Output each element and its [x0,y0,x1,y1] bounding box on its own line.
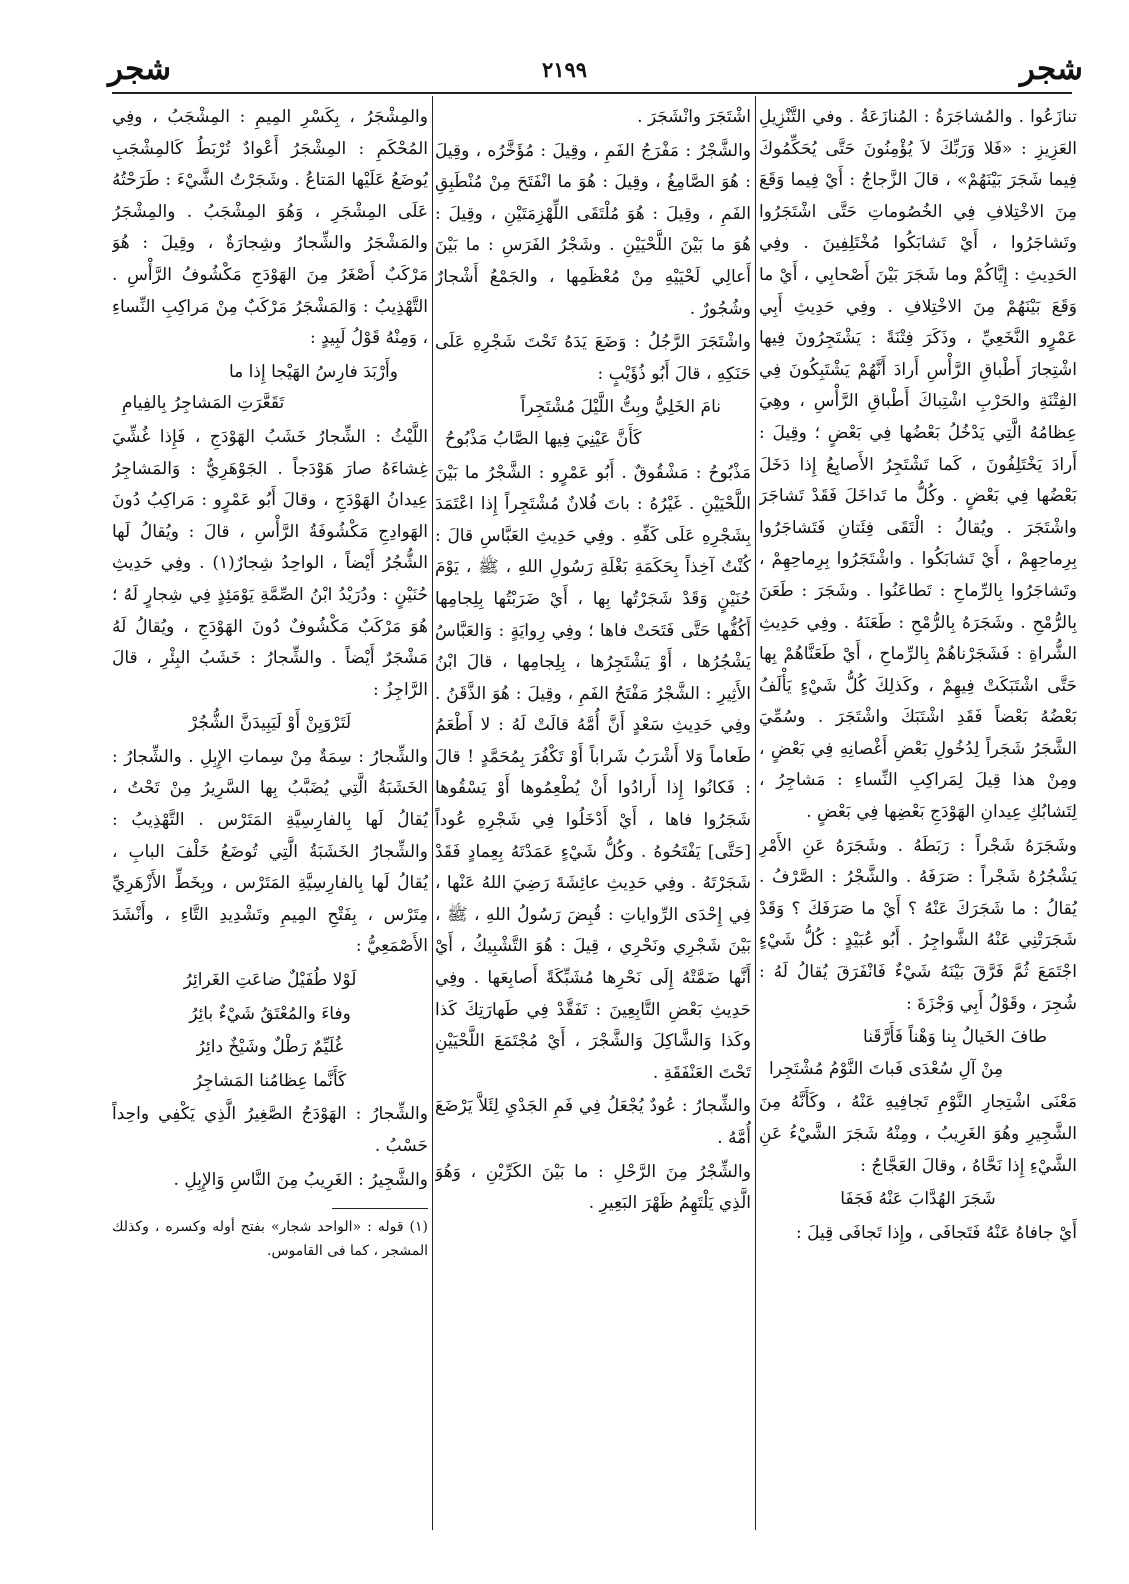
paragraph: أَيْ جافاهُ عَنْهُ فَتَجافَى ، وإِذا تَجافَى قِيلَ : [795,1222,1077,1243]
paragraph: والمِشْجَرُ ، بِكَسْرِ المِيمِ : المِشْجَبُ ، وفِي المُحْكَمِ : المِشْجَرُ أَعْوادٌ تُرْبَطُ كَالمِشْجَبِ يُوضَعُ عَلَيْها المَتاعُ . وشَجَرْتُ الشَّيْءَ : طَرَحْتُهُ عَلَى المِشْجَرِ ، وَهُوَ المِشْجَبُ . والمِشْجَرُ والمَشْجَرُ والشِّجارُ وشِجارَةٌ ، وقِيلَ : هُوَ مَرْكَبٌ أَصْغَرُ مِنَ الهَوْدَجِ مَكْشُوفُ الرَّأْسِ . التَّهْذِيبُ : وَالمَشْجَرُ مَرْكَبٌ مِنْ مَراكِبِ النِّساءِ ، وَمِنْهُ قَوْلُ لَبِيدٍ : [112,107,428,349]
column-divider-right [755,96,756,1530]
text-column-right [759,102,1077,1542]
verse-hemistich-first: نامَ الخَلِيُّ وبِتُّ اللَّيْلَ مُشْتَجِراً [520,397,721,418]
text-column-middle [435,102,751,1542]
text-column-left [112,102,428,1542]
paragraph: والشَّجْرُ : مَفْرَجُ الفَمِ ، وقِيلَ : مُؤَخَّرُه ، وقِيلَ : هُوَ الصَّامِغُ ، وقِيلَ : هُوَ ما انْفَتَحَ مِنْ مُنْطَبِقِ الفَمِ ، وقِيلَ : هُوَ مُلْتَقَى اللِّهْزِمَتَيْنِ ، وقِيلَ : هُوَ ما بَيْنَ اللَّحْيَيْنِ . وشَجْرُ الفَرَسِ : ما بَيْنَ أَعالِي لَحْيَيْهِ مِنْ مُعْظَمِها ، والجَمْعُ أَشْجارٌ وشُجُورٌ . [435,140,751,319]
paragraph: مَعْنَى اشْتِجارِ النَّوْمِ تَجافِيهِ عَنْهُ ، وكَأَنَّهُ مِنَ الشَّجِيرِ وهُوَ الغَرِيبُ ، ومِنْهُ شَجَرَ الشَّيْءُ عَنِ الشَّيْءِ إِذا نَحَّاهُ ، وقالَ العَجَّاجُ : [759,1092,1077,1176]
paragraph: تنازَعُوا . والمُشاجَرَةُ : المُنازَعَةُ . وفي التَّنْزِيلِ العَزِيزِ : «فَلا وَرَبِّكَ لاَ يُؤْمِنُونَ حَتَّى يُحَكِّمُوكَ فِيما شَجَرَ بَيْنَهُمْ» ، قالَ الزَّجاجُ : أَيْ فِيما وَقَعَ مِنَ الاخْتِلافِ فِي الخُصُوماتِ حَتَّى اشْتَجَرُوا وتَشاجَرُوا ، أَيْ تَشابَكُوا مُخْتَلِفِينَ . وفِي الحَدِيثِ : إِيَّاكُمْ وما شَجَرَ بَيْنَ أَصْحابِي ، أَيْ ما وَقَعَ بَيْنَهُمْ مِنَ الاخْتِلافِ . وفِي حَدِيثِ أَبِي عَمْرٍو النَّخَعِيِّ ، وذَكَرَ فِتْنَةً : يَشْتَجِرُونَ فِيها اشْتِجارَ أَطْباقِ الرَّأْسِ أَرادَ أَنَّهُمْ يَشْتَبِكُونَ فِي الفِتْنَةِ والحَرْبِ اشْتِباكَ أَطْباقِ الرَّأْسِ ، وهِيَ عِظامُهُ الَّتِي يَدْخُلُ بَعْضُها فِي بَعْضٍ ؛ وقِيلَ : أَرادَ يَخْتَلِفُونَ ، كَما تَشْتَجِرُ الأَصابِعُ إِذا دَخَلَ بَعْضُها فِي بَعْضٍ . وكُلُّ ما تَداخَلَ فَقَدْ تَشاجَرَ واشْتَجَرَ . ويُقالُ : الْتَقَى فِئَتانِ فَتَشاجَرُوا بِرِماحِهِمْ ، أَيْ تَشابَكُوا . واشْتَجَرُوا بِرِماحِهِمْ ، وتَشاجَرُوا بِالرِّماحِ : تَطاعَنُوا . وشَجَرَ : طَعَنَ بِالرُّمْحِ . وشَجَرَهُ بِالرُّمْحِ : طَعَنَهُ . وفِي حَدِيثِ الشُّراةِ : فَشَجَرْناهُمْ بِالرِّماحِ ، أَيْ طَعَنَّاهُمْ بِها حَتَّى اشْتَبَكَتْ فِيهِمْ ، وكَذلِكَ كُلُّ شَيْءٍ يَأْلَفُ بَعْضُهُ بَعْضاً فَقَدِ اشْتَبَكَ واشْتَجَرَ . وسُمِّيَ الشَّجَرُ شَجَراً لِدُخُولِ بَعْضِ أَغْصانِهِ فِي بَعْضٍ ، ومِنْ هذا قِيلَ لِمَراكِبِ النِّساءِ : مَشاجِرُ ، لِتَشابُكِ عِيدانِ الهَوْدَجِ بَعْضِها فِي بَعْضٍ . [759,107,1077,823]
paragraph: والشِّجارُ : الهَوْدَجُ الصَّغِيرُ الَّذِي يَكْفِي واحِداً حَسْبُ . [112,1104,428,1156]
paragraph: مَذْبُوحُ : مَشْقُوقٌ . أَبُو عَمْرٍو : الشَّجْرُ ما بَيْنَ اللَّحْيَيْنِ . غَيْرُهُ : باتَ فُلانٌ مُشْتَجِراً إِذا اعْتَمَدَ بِشَجْرِهِ عَلَى كَفِّهِ . وفِي حَدِيثِ العَبَّاسِ قالَ : كُنْتُ آخِذاً بِحَكَمَةِ بَغْلَةِ رَسُولِ اللهِ ، ﷺ ، يَوْمَ حُنَيْنٍ وَقَدْ شَجَرْتُها بِها ، أَيْ ضَرَبْتُها بِلِجامِها أَكُفُّها حَتَّى فَتَحَتْ فاها ؛ وفِي رِوايَةٍ : وَالعَبَّاسُ يَشْجُرُها ، أَوْ يَشْتَجِرُها ، بِلِجامِها ، قالَ ابْنُ الأَثِيرِ : الشَّجْرُ مَفْتَحُ الفَمِ ، وقِيلَ : هُوَ الذَّقَنُ . وفِي حَدِيثِ سَعْدٍ أَنَّ أُمَّهُ قالَتْ لَهُ : لا أَطْعَمُ طَعاماً وَلا أَشْرَبُ شَراباً أَوْ تَكْفُرَ بِمُحَمَّدٍ ! قالَ : فَكانُوا إِذا أَرادُوا أَنْ يُطْعِمُوها أَوْ يَسْقُوها شَجَرُوا فاها ، أَيْ أَدْخَلُوا فِي شَجْرِهِ عُوداً [حَتَّى] يَفْتَحُوهُ . وكُلُّ شَيْءٍ عَمَدْتَهُ بِعِمادٍ فَقَدْ شَجَرْتَهُ . وفِي حَدِيثِ عائِشَةَ رَضِيَ اللهُ عَنْها ، فِي إِحْدَى الرِّواياتِ : قُبِضَ رَسُولُ اللهِ ، ﷺ ، بَيْنَ شَجْرِي ونَحْرِي ، قِيلَ : هُوَ التَّشْبِيكُ ، أَيْ أَنَّها ضَمَّتْهُ إِلَى نَحْرِها مُشَبِّكَةً أَصابِعَها . وفِي حَدِيثِ بَعْضِ التَّابِعِينَ : تَفَقَّدْ فِي طَهارَتِكَ كَذا وكَذا وَالشَّاكِلَ وَالشَّجْرَ ، أَيْ مُجْتَمَعَ اللَّحْيَيْنِ تَحْتَ العَنْفَقَةِ . [435,462,751,1083]
verse [112,357,428,420]
header-rule [112,92,1072,94]
paragraph: والشِّجارُ : عُودٌ يُجْعَلُ فِي فَمِ الجَدْيِ لِئَلاَّ يَرْضَعَ أُمَّهُ . [435,1096,751,1148]
page-number: ٢١٩٩ [541,57,588,82]
column-divider-left [432,96,433,1530]
paragraph: اللَّيْثُ : الشِّجارُ خَشَبُ الهَوْدَجِ ، فَإِذا غُشِّيَ غِشاءَهُ صارَ هَوْدَجاً . الجَوْهَرِيُّ : وَالمَشاجِرُ عِيدانُ الهَوْدَجِ ، وقالَ أَبُو عَمْرٍو : مَراكِبُ دُونَ الهَوادِجِ مَكْشُوفَةُ الرَّأْسِ ، قالَ : ويُقالُ لَها الشُّجُرُ أَيْضاً ، الواحِدُ شِجارٌ(١) . وفِي حَدِيثِ حُنَيْنٍ : ودُرَيْدُ ابْنُ الصِّمَّةِ يَوْمَئِذٍ فِي شِجارٍ لَهُ ؛ هُوَ مَرْكَبٌ مَكْشُوفٌ دُونَ الهَوْدَجِ ، ويُقالُ لَهُ مَشْجَرٌ أَيْضاً . والشِّجارُ : خَشَبُ البِئْرِ ، قالَ الرَّاجِزُ : [112,426,428,700]
poem-line: غُلَيِّمٌ رَطْلٌ وشَيْخٌ دائِرُ [196,1037,344,1058]
paragraph: والشِّجْرُ مِنَ الرَّحْلِ : ما بَيْنَ الكَرِّيْنِ ، وَهُوَ الَّذِي يَلْتَهِمُ ظَهْرَ البَعِيرِ . [435,1161,751,1214]
verse-hemistich-second: تَقَعَّرَتِ المَشاجِرُ بِالفِيامِ [122,393,285,414]
verse [759,1022,1077,1085]
header-entry-word-right: شجر [1019,51,1083,87]
verse-hemistich-first: وأَرْبَدَ فارِسُ الهَيْجا إِذا ما [228,361,398,382]
verse-hemistich-second: كَأَنَّ عَيْنِيَ فِيها الصَّابُ مَذْبُوحُ [445,428,642,449]
poem-line: لَوْلا طُفَيْلٌ ضاعَتِ الغَرائِرُ [183,970,357,991]
paragraph: اشْتَجَرَ وانْشَجَرَ . [637,107,751,127]
verse [435,392,751,455]
poem-line: وفاءَ والمُعْتَقُ شَيْءٌ بائِرُ [189,1003,351,1024]
verse-hemistich-second: مِنْ آلِ سُعْدَى فَباتَ النَّوْمُ مُشْتَجِرا [769,1058,1004,1079]
paragraph: والشِّجارُ : سِمَةٌ مِنْ سِماتِ الإِبِلِ . والشِّجارُ : الخَشَبَةُ الَّتِي يُضَبَّبُ بِها السَّرِيرُ مِنْ تَحْتُ ، يُقالُ لَها بِالفارِسِيَّةِ المَتَرْس . التَّهْذِيبُ : والشِّجارُ الخَشَبَةُ الَّتِي تُوضَعُ خَلْفَ البابِ ، يُقالُ لَها بِالفارِسِيَّةِ المَتَرْس ، وبِخَطِّ الأَزْهَرِيِّ مِتَرْس ، بِفَتْحِ المِيمِ وتَشْدِيدِ التَّاءِ ، وأَنْشَدَ الأَصْمَعِيُّ : [112,746,428,957]
poem-line: كَأَنَّما عِظامُنا المَشاجِرُ [193,1070,347,1091]
footnote-rule [332,1208,428,1209]
paragraph: والشَّجِيرُ : الغَرِيبُ مِنَ النَّاسِ وَالإِبِلِ . [173,1169,428,1190]
verse: لَتَرْوَيِنْ أَوْ لَيَبِيدَنَّ الشُّجُرْ [188,713,352,734]
paragraph: وشَجَرَهُ شَجْراً : رَبَطَهُ . وشَجَرَهُ عَنِ الأَمْرِ يَشْجُرُهُ شَجْراً : صَرَفَهُ . والشَّجْرُ : الصَّرْفُ . يُقالُ : ما شَجَرَكَ عَنْهُ ؟ أَيْ ما صَرَفَكَ ؟ وَقَدْ شَجَرَتْنِي عَنْهُ الشَّواجِرُ . أَبُو عُبَيْدٍ : كُلُّ شَيْءٍ اجْتَمَعَ ثُمَّ فَرَّقَ بَيْنَهُ شَيْءٌ فَانْفَرَقَ يُقالُ لَهُ : شُجِرَ ، وقَوْلُ أَبِي وَجْزَةَ : [759,835,1077,1014]
verse-hemistich-first: طافَ الخَيالُ بِنا وَهْناً فَأَرَّقَنا [863,1027,1047,1048]
header-entry-word-left: شجر [108,51,172,87]
footnote: (١) قوله : «الواحد شجار» بفتح أوله وكسره ، وكذلك المشجر ، كما فى القاموس. [112,1219,428,1260]
paragraph: واشْتَجَرَ الرَّجُلُ : وَضَعَ يَدَهُ تَحْتَ شَجْرِهِ عَلَى حَنَكِهِ ، قالَ أَبُو ذُؤَيْبٍ : [435,332,751,384]
verse: شَجَرَ الهُدَّابَ عَنْهُ فَجَفَا [840,1189,996,1210]
